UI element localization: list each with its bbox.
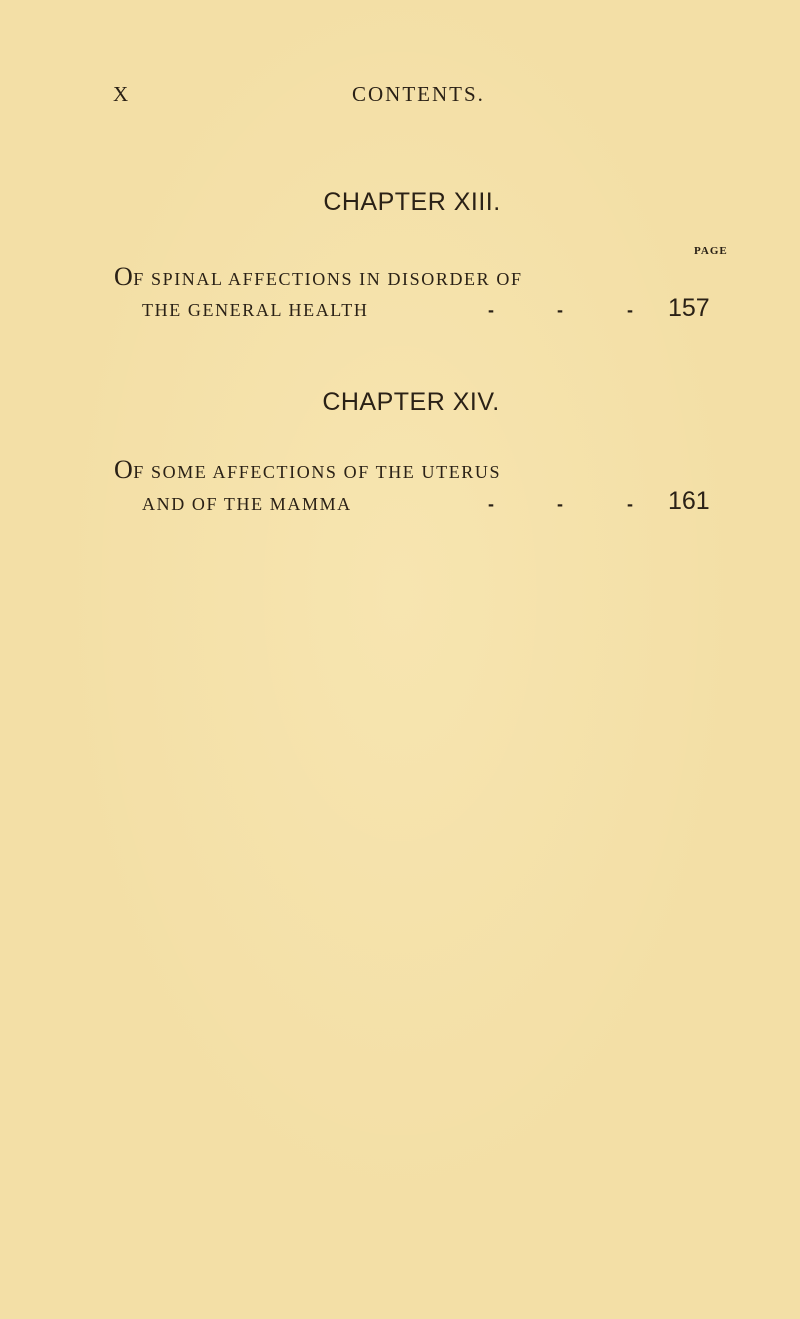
running-head <box>0 82 800 112</box>
dot-leader: - <box>627 300 633 320</box>
running-head-title: CONTENTS. <box>352 82 485 106</box>
entry-text: F SOME AFFECTIONS OF THE UTERUS <box>133 462 502 482</box>
toc-entry-xiv-line1 <box>114 455 501 485</box>
toc-entry-xiii-line1 <box>114 262 523 292</box>
toc-entry-xiv-line2 <box>142 494 352 516</box>
page-number-xiii: 157 <box>668 294 710 322</box>
dot-leader: - <box>488 494 494 514</box>
page-column-label: PAGE <box>694 245 728 257</box>
toc-entry-xiii-line2 <box>142 300 368 322</box>
entry-text: THE GENERAL HEALTH <box>142 300 369 320</box>
page-folio: X <box>113 82 131 106</box>
dot-leader: - <box>488 300 494 320</box>
drop-letter: O <box>114 262 134 291</box>
entry-text: AND OF THE MAMMA <box>142 494 352 514</box>
drop-letter: O <box>114 455 134 484</box>
page-number-xiv: 161 <box>668 487 710 515</box>
entry-text: F SPINAL AFFECTIONS IN DISORDER OF <box>133 269 523 289</box>
chapter-heading-xiii: CHAPTER XIII. <box>323 188 501 216</box>
dot-leader: - <box>557 300 563 320</box>
chapter-heading-xiv: CHAPTER XIV. <box>322 388 500 416</box>
dot-leader: - <box>557 494 563 514</box>
dot-leader: - <box>627 494 633 514</box>
